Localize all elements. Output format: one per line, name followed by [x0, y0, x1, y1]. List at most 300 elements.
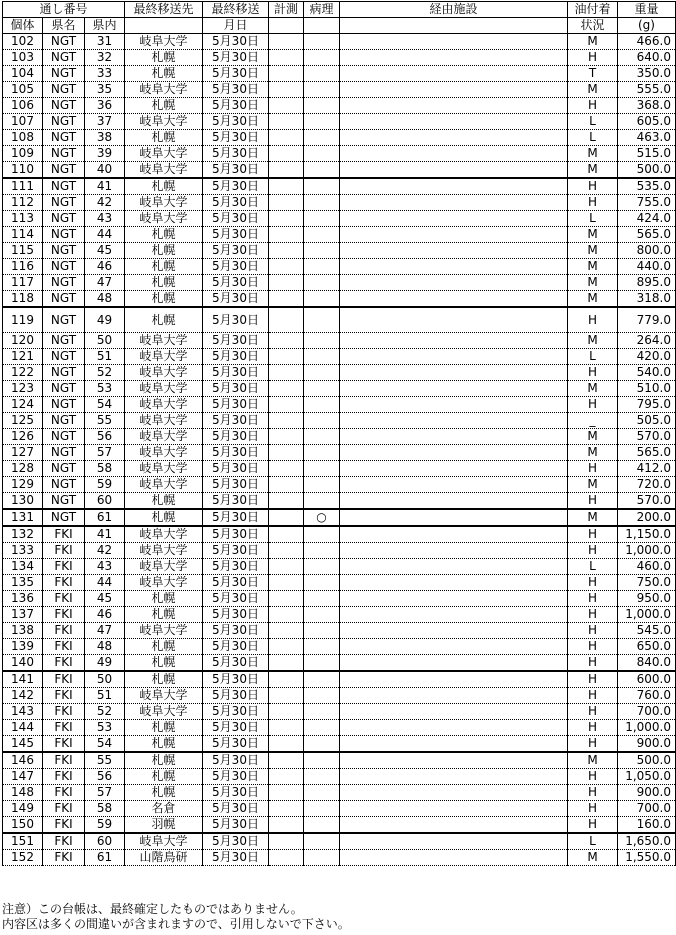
cell-pathology [304, 114, 340, 130]
table-row [3, 349, 676, 365]
cell-weight: 505.0 [618, 413, 676, 429]
cell-oil: H [568, 688, 618, 704]
cell-individual: 111 [3, 178, 43, 195]
cell-pref: FKI [43, 833, 85, 850]
cell-oil: H [568, 365, 618, 381]
cell-via [340, 50, 568, 66]
table-row [3, 623, 676, 639]
cell-pref: FKI [43, 785, 85, 801]
table-row [3, 850, 676, 866]
cell-dest: 札幌 [125, 607, 203, 623]
cell-date: 5月30日 [203, 752, 269, 769]
header-grams: (g) [618, 18, 676, 34]
cell-via [340, 736, 568, 753]
cell-oil: H [568, 543, 618, 559]
cell-pref: NGT [43, 34, 85, 50]
cell-pathology [304, 381, 340, 397]
cell-via [340, 850, 568, 866]
cell-dest: 札幌 [125, 275, 203, 291]
cell-via [340, 349, 568, 365]
table-row [3, 543, 676, 559]
table-row [3, 704, 676, 720]
cell-via [340, 445, 568, 461]
cell-weight: 840.0 [618, 655, 676, 672]
cell-weight: 1,000.0 [618, 543, 676, 559]
cell-in-pref: 56 [85, 429, 125, 445]
cell-date: 5月30日 [203, 720, 269, 736]
cell-measure [269, 785, 304, 801]
cell-oil: M [568, 477, 618, 493]
cell-measure [269, 671, 304, 688]
cell-date: 5月30日 [203, 801, 269, 817]
cell-individual: 130 [3, 493, 43, 510]
cell-individual: 110 [3, 162, 43, 179]
cell-in-pref: 58 [85, 461, 125, 477]
table-row [3, 98, 676, 114]
cell-individual: 137 [3, 607, 43, 623]
cell-measure [269, 736, 304, 753]
cell-via [340, 833, 568, 850]
cell-via [340, 752, 568, 769]
cell-measure [269, 66, 304, 82]
cell-weight: 900.0 [618, 785, 676, 801]
cell-oil: L [568, 833, 618, 850]
cell-in-pref: 50 [85, 671, 125, 688]
cell-pathology [304, 639, 340, 655]
cell-in-pref: 51 [85, 688, 125, 704]
header-oil: 油付着 [568, 2, 618, 18]
cell-dest: 岐阜大学 [125, 477, 203, 493]
cell-measure [269, 413, 304, 429]
cell-via [340, 259, 568, 275]
table-row [3, 275, 676, 291]
cell-dest: 札幌 [125, 591, 203, 607]
cell-pathology [304, 817, 340, 834]
table-row [3, 591, 676, 607]
cell-oil: H [568, 607, 618, 623]
cell-measure [269, 162, 304, 179]
table-row [3, 211, 676, 227]
cell-oil: _ [568, 413, 618, 429]
cell-pathology [304, 98, 340, 114]
cell-oil: H [568, 639, 618, 655]
cell-measure [269, 227, 304, 243]
cell-dest: 岐阜大学 [125, 623, 203, 639]
cell-individual: 121 [3, 349, 43, 365]
cell-weight: 650.0 [618, 639, 676, 655]
cell-oil: H [568, 817, 618, 834]
header-status: 状況 [568, 18, 618, 34]
cell-individual: 144 [3, 720, 43, 736]
cell-weight: 466.0 [618, 34, 676, 50]
cell-pref: NGT [43, 429, 85, 445]
cell-via [340, 146, 568, 162]
cell-in-pref: 59 [85, 477, 125, 493]
cell-individual: 133 [3, 543, 43, 559]
cell-pathology [304, 259, 340, 275]
cell-dest: 岐阜大学 [125, 114, 203, 130]
cell-via [340, 704, 568, 720]
cell-individual: 120 [3, 333, 43, 349]
cell-oil: H [568, 397, 618, 413]
cell-measure [269, 349, 304, 365]
cell-weight: 1,000.0 [618, 720, 676, 736]
cell-weight: 755.0 [618, 195, 676, 211]
cell-oil: M [568, 259, 618, 275]
cell-in-pref: 61 [85, 509, 125, 526]
cell-date: 5月30日 [203, 607, 269, 623]
table-row [3, 833, 676, 850]
cell-pref: FKI [43, 575, 85, 591]
cell-pref: FKI [43, 801, 85, 817]
cell-individual: 103 [3, 50, 43, 66]
cell-weight: 1,000.0 [618, 607, 676, 623]
cell-measure [269, 477, 304, 493]
cell-date: 5月30日 [203, 66, 269, 82]
cell-pref: NGT [43, 349, 85, 365]
footnote-line-2: 内容区は多くの間違いが含まれますので、引用しないで下さい。 [2, 917, 350, 931]
cell-dest: 岐阜大学 [125, 688, 203, 704]
cell-individual: 118 [3, 291, 43, 308]
cell-measure [269, 243, 304, 259]
cell-oil: H [568, 623, 618, 639]
cell-individual: 149 [3, 801, 43, 817]
header-pref: 県名 [43, 18, 85, 34]
cell-via [340, 211, 568, 227]
cell-date: 5月30日 [203, 82, 269, 98]
cell-oil: M [568, 275, 618, 291]
cell-pref: NGT [43, 114, 85, 130]
cell-pref: FKI [43, 736, 85, 753]
cell-pref: NGT [43, 162, 85, 179]
cell-weight: 160.0 [618, 817, 676, 834]
cell-oil: H [568, 671, 618, 688]
cell-pathology [304, 477, 340, 493]
cell-pref: NGT [43, 291, 85, 308]
cell-dest: 岐阜大学 [125, 543, 203, 559]
cell-pathology [304, 720, 340, 736]
cell-in-pref: 47 [85, 623, 125, 639]
cell-date: 5月30日 [203, 833, 269, 850]
cell-in-pref: 60 [85, 493, 125, 510]
cell-pref: FKI [43, 817, 85, 834]
cell-in-pref: 55 [85, 752, 125, 769]
cell-weight: 420.0 [618, 349, 676, 365]
cell-pref: FKI [43, 543, 85, 559]
table-row [3, 130, 676, 146]
cell-date: 5月30日 [203, 397, 269, 413]
cell-individual: 148 [3, 785, 43, 801]
cell-dest: 札幌 [125, 98, 203, 114]
cell-date: 5月30日 [203, 526, 269, 543]
cell-pathology [304, 607, 340, 623]
cell-pathology [304, 461, 340, 477]
cell-in-pref: 45 [85, 243, 125, 259]
cell-pref: FKI [43, 671, 85, 688]
cell-pref: NGT [43, 493, 85, 510]
cell-weight: 424.0 [618, 211, 676, 227]
cell-measure [269, 833, 304, 850]
cell-via [340, 461, 568, 477]
cell-in-pref: 36 [85, 98, 125, 114]
cell-pathology [304, 493, 340, 510]
cell-individual: 129 [3, 477, 43, 493]
cell-pathology [304, 275, 340, 291]
cell-date: 5月30日 [203, 575, 269, 591]
cell-pref: NGT [43, 365, 85, 381]
cell-individual: 108 [3, 130, 43, 146]
cell-dest: 札幌 [125, 227, 203, 243]
cell-in-pref: 54 [85, 736, 125, 753]
cell-weight: 264.0 [618, 333, 676, 349]
cell-in-pref: 44 [85, 575, 125, 591]
cell-pref: NGT [43, 333, 85, 349]
cell-pathology [304, 227, 340, 243]
cell-weight: 700.0 [618, 801, 676, 817]
cell-pref: FKI [43, 769, 85, 785]
table-row [3, 639, 676, 655]
cell-measure [269, 720, 304, 736]
cell-date: 5月30日 [203, 349, 269, 365]
cell-pref: FKI [43, 623, 85, 639]
ledger-table [2, 1, 676, 866]
cell-measure [269, 195, 304, 211]
table-row [3, 461, 676, 477]
cell-individual: 145 [3, 736, 43, 753]
cell-weight: 200.0 [618, 509, 676, 526]
cell-in-pref: 31 [85, 34, 125, 50]
cell-oil: L [568, 349, 618, 365]
cell-dest: 札幌 [125, 736, 203, 753]
cell-weight: 750.0 [618, 575, 676, 591]
cell-oil: H [568, 50, 618, 66]
cell-date: 5月30日 [203, 130, 269, 146]
cell-oil: M [568, 162, 618, 179]
cell-weight: 440.0 [618, 259, 676, 275]
cell-measure [269, 381, 304, 397]
cell-individual: 104 [3, 66, 43, 82]
cell-individual: 152 [3, 850, 43, 866]
cell-measure [269, 769, 304, 785]
cell-pathology [304, 211, 340, 227]
cell-in-pref: 41 [85, 178, 125, 195]
cell-measure [269, 82, 304, 98]
cell-pathology [304, 429, 340, 445]
cell-in-pref: 57 [85, 445, 125, 461]
cell-weight: 900.0 [618, 736, 676, 753]
cell-date: 5月30日 [203, 671, 269, 688]
table-row [3, 559, 676, 575]
cell-oil: H [568, 493, 618, 510]
cell-dest: 札幌 [125, 130, 203, 146]
cell-pathology [304, 34, 340, 50]
cell-dest: 札幌 [125, 66, 203, 82]
cell-via [340, 365, 568, 381]
header-in-pref: 県内 [85, 18, 125, 34]
cell-date: 5月30日 [203, 243, 269, 259]
cell-pathology [304, 66, 340, 82]
cell-date: 5月30日 [203, 162, 269, 179]
cell-date: 5月30日 [203, 381, 269, 397]
cell-pathology [304, 591, 340, 607]
cell-via [340, 130, 568, 146]
cell-pathology [304, 146, 340, 162]
cell-pathology [304, 349, 340, 365]
cell-via [340, 333, 568, 349]
cell-measure [269, 704, 304, 720]
cell-dest: 札幌 [125, 493, 203, 510]
cell-dest: 岐阜大学 [125, 445, 203, 461]
table-row [3, 720, 676, 736]
table-row [3, 445, 676, 461]
cell-date: 5月30日 [203, 817, 269, 834]
cell-pathology [304, 688, 340, 704]
table-row [3, 688, 676, 704]
cell-in-pref: 42 [85, 195, 125, 211]
cell-date: 5月30日 [203, 114, 269, 130]
cell-weight: 1,150.0 [618, 526, 676, 543]
cell-via [340, 509, 568, 526]
table-row [3, 50, 676, 66]
cell-dest: 札幌 [125, 655, 203, 672]
cell-pathology [304, 559, 340, 575]
cell-date: 5月30日 [203, 307, 269, 333]
cell-via [340, 66, 568, 82]
cell-weight: 895.0 [618, 275, 676, 291]
cell-via [340, 526, 568, 543]
cell-weight: 565.0 [618, 227, 676, 243]
cell-in-pref: 58 [85, 801, 125, 817]
cell-in-pref: 52 [85, 704, 125, 720]
header-date: 月日 [203, 18, 269, 34]
header-row-1 [3, 2, 676, 18]
cell-measure [269, 575, 304, 591]
cell-oil: H [568, 655, 618, 672]
cell-via [340, 623, 568, 639]
cell-date: 5月30日 [203, 623, 269, 639]
cell-measure [269, 445, 304, 461]
table-row [3, 227, 676, 243]
cell-dest: 岐阜大学 [125, 397, 203, 413]
cell-weight: 640.0 [618, 50, 676, 66]
cell-pref: NGT [43, 413, 85, 429]
table-row [3, 243, 676, 259]
cell-via [340, 493, 568, 510]
cell-pathology [304, 850, 340, 866]
cell-date: 5月30日 [203, 543, 269, 559]
cell-measure [269, 259, 304, 275]
cell-weight: 950.0 [618, 591, 676, 607]
cell-individual: 143 [3, 704, 43, 720]
cell-measure [269, 655, 304, 672]
cell-in-pref: 59 [85, 817, 125, 834]
cell-in-pref: 54 [85, 397, 125, 413]
cell-oil: M [568, 752, 618, 769]
cell-measure [269, 429, 304, 445]
cell-individual: 102 [3, 34, 43, 50]
cell-measure [269, 752, 304, 769]
cell-weight: 605.0 [618, 114, 676, 130]
cell-weight: 510.0 [618, 381, 676, 397]
cell-pathology [304, 333, 340, 349]
cell-oil: H [568, 575, 618, 591]
cell-weight: 318.0 [618, 291, 676, 308]
cell-measure [269, 307, 304, 333]
cell-pathology [304, 752, 340, 769]
cell-individual: 123 [3, 381, 43, 397]
cell-weight: 540.0 [618, 365, 676, 381]
cell-via [340, 413, 568, 429]
cell-pathology [304, 736, 340, 753]
cell-oil: H [568, 307, 618, 333]
cell-weight: 779.0 [618, 307, 676, 333]
cell-pathology [304, 365, 340, 381]
table-row [3, 195, 676, 211]
cell-individual: 109 [3, 146, 43, 162]
cell-oil: M [568, 82, 618, 98]
cell-in-pref: 53 [85, 381, 125, 397]
cell-individual: 135 [3, 575, 43, 591]
cell-measure [269, 688, 304, 704]
cell-date: 5月30日 [203, 333, 269, 349]
cell-dest: 札幌 [125, 178, 203, 195]
cell-pathology [304, 291, 340, 308]
cell-dest: 札幌 [125, 243, 203, 259]
cell-date: 5月30日 [203, 365, 269, 381]
cell-pref: FKI [43, 850, 85, 866]
cell-dest: 岐阜大学 [125, 413, 203, 429]
cell-in-pref: 48 [85, 639, 125, 655]
cell-pathology [304, 178, 340, 195]
cell-via [340, 591, 568, 607]
cell-date: 5月30日 [203, 655, 269, 672]
cell-measure [269, 211, 304, 227]
table-row [3, 509, 676, 526]
cell-individual: 113 [3, 211, 43, 227]
cell-in-pref: 53 [85, 720, 125, 736]
cell-oil: H [568, 801, 618, 817]
cell-pref: FKI [43, 607, 85, 623]
table-row [3, 526, 676, 543]
table-row [3, 146, 676, 162]
cell-oil: M [568, 243, 618, 259]
cell-pref: FKI [43, 526, 85, 543]
cell-date: 5月30日 [203, 34, 269, 50]
cell-in-pref: 43 [85, 559, 125, 575]
header-serial: 通し番号 [3, 2, 125, 18]
table-row [3, 413, 676, 429]
cell-date: 5月30日 [203, 227, 269, 243]
cell-individual: 106 [3, 98, 43, 114]
cell-via [340, 575, 568, 591]
cell-dest: 岐阜大学 [125, 526, 203, 543]
cell-pref: NGT [43, 477, 85, 493]
cell-individual: 125 [3, 413, 43, 429]
cell-oil: M [568, 146, 618, 162]
cell-via [340, 429, 568, 445]
cell-pathology [304, 785, 340, 801]
cell-individual: 124 [3, 397, 43, 413]
cell-via [340, 785, 568, 801]
cell-pathology: ○ [304, 509, 340, 526]
table-row [3, 66, 676, 82]
cell-date: 5月30日 [203, 850, 269, 866]
cell-oil: H [568, 769, 618, 785]
cell-pref: NGT [43, 178, 85, 195]
cell-oil: H [568, 591, 618, 607]
cell-weight: 412.0 [618, 461, 676, 477]
cell-measure [269, 98, 304, 114]
